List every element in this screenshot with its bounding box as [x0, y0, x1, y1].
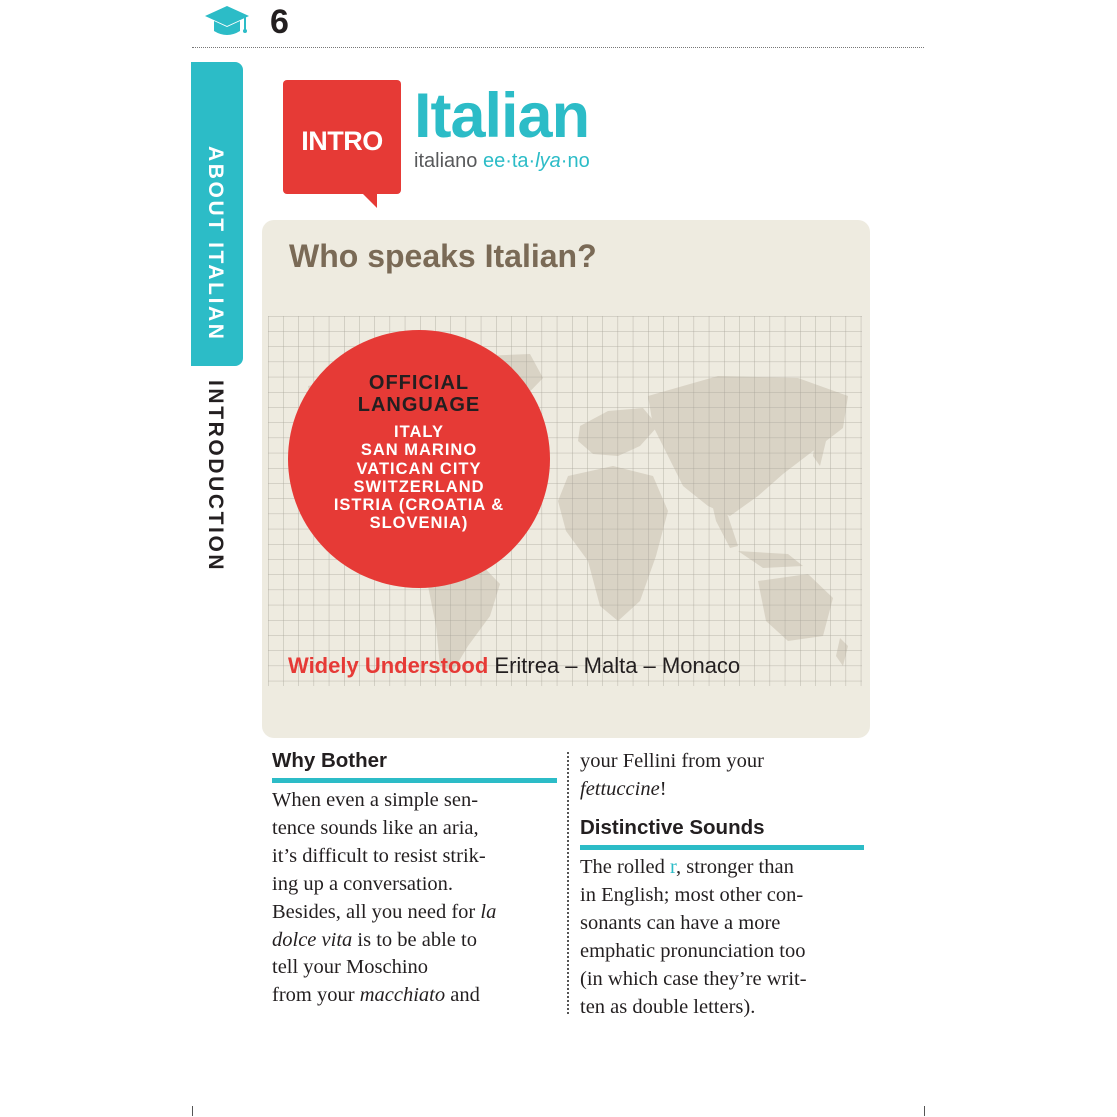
crop-mark	[192, 1106, 193, 1116]
pronunciation-guide: ee·ta·lya·no	[482, 150, 590, 172]
why-bother-continued: your Fellini from your fettuccine!	[580, 750, 764, 800]
why-bother-heading: Why Bother	[272, 749, 388, 772]
widely-understood-label: Widely Understood	[288, 653, 489, 678]
country-item: ISTRIA (CROATIA &	[333, 496, 505, 515]
distinctive-sounds-body: The rolled r, stronger than in English; most other con- sonants can have a more emphatic pronunciation too (in which case they’re writ- ten as double letters).	[580, 856, 807, 1018]
country-item: SLOVENIA)	[369, 514, 469, 533]
distinctive-sounds-rule	[580, 845, 864, 850]
official-language-countries	[309, 423, 529, 533]
side-tab-introduction[interactable]	[191, 366, 243, 596]
country-item: VATICAN CITY	[356, 459, 482, 478]
why-bother-body: When even a simple sen- tence sounds like an aria, it’s difficult to resist strik- ing up a conversation. Besides, all you need for la dolce vita is to be able to tell your Moschino from your macchiato and	[272, 789, 497, 1007]
crop-mark	[924, 1106, 925, 1116]
country-item: ITALY	[394, 423, 444, 441]
official-language-title: OFFICIAL LANGUAGE	[357, 372, 481, 416]
distinctive-sounds-heading: Distinctive Sounds	[580, 816, 765, 839]
native-name	[414, 148, 590, 174]
side-tab-about-italian[interactable]	[191, 62, 243, 366]
page-title: Italian	[414, 81, 590, 151]
native-word: italiano	[414, 150, 478, 172]
intro-badge-label: INTRO	[301, 126, 383, 156]
why-bother-rule	[272, 778, 557, 783]
header-divider	[192, 47, 924, 48]
stressed-syllable: lya	[535, 150, 561, 172]
column-divider	[567, 752, 569, 1014]
widely-understood-line	[288, 650, 740, 682]
side-tab-about-label: ABOUT ITALIAN	[204, 146, 227, 342]
country-item: SWITZERLAND	[353, 477, 485, 496]
side-tab-intro-label: INTRODUCTION	[204, 380, 227, 573]
graduation-cap-icon	[204, 4, 250, 40]
country-item: SAN MARINO	[360, 441, 478, 460]
panel-heading: Who speaks Italian?	[289, 238, 597, 274]
widely-understood-countries: Eritrea – Malta – Monaco	[494, 653, 741, 678]
intro-badge	[283, 80, 401, 194]
page-number: 6	[270, 3, 289, 41]
